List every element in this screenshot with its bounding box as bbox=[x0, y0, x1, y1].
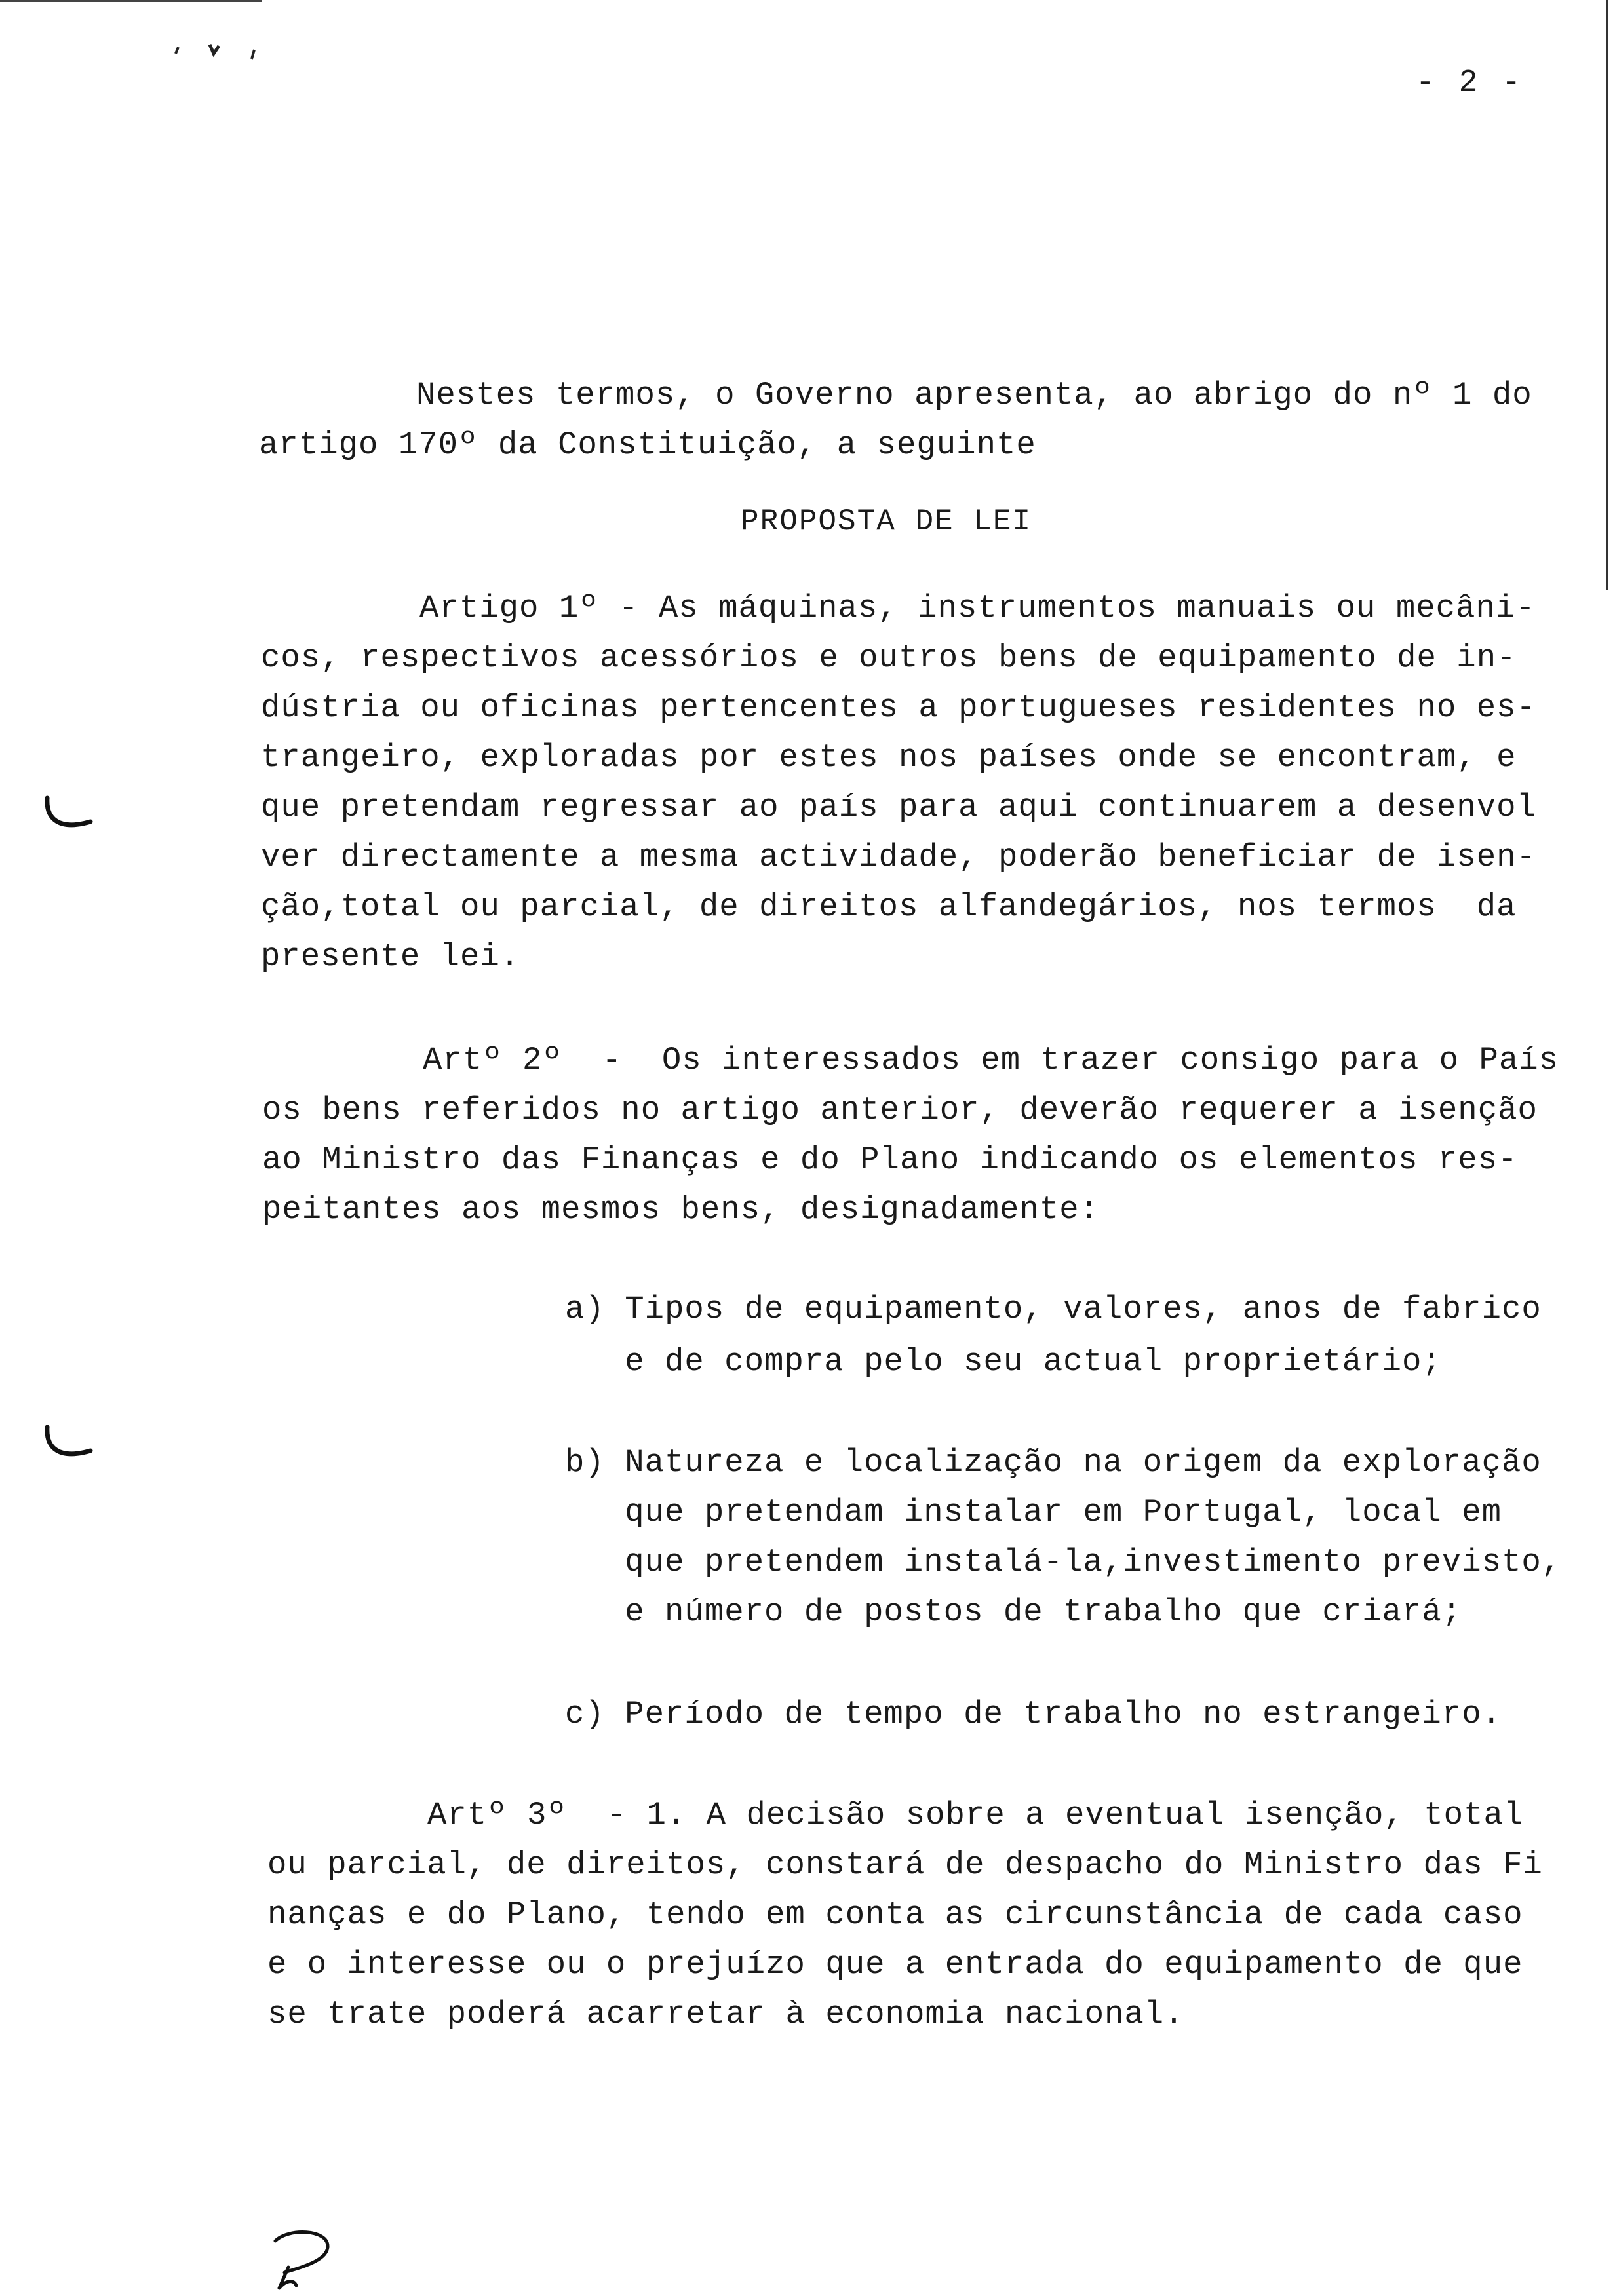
item-b-line: b) Natureza e localização na origem da exploração bbox=[565, 1444, 1542, 1481]
artigo1-line: trangeiro, exploradas por estes nos países onde se encontram, e bbox=[261, 739, 1517, 776]
artigo2-line: ao Ministro das Finanças e do Plano indicando os elementos res- bbox=[262, 1141, 1518, 1178]
artigo1-line: presente lei. bbox=[261, 938, 520, 975]
item-b-line: que pretendem instalá-la,investimento previsto, bbox=[565, 1544, 1562, 1580]
artigo3-line: ou parcial, de direitos, constará de despacho do Ministro das Fi bbox=[267, 1846, 1543, 1883]
artigo3-line: Artº 3º - 1. A decisão sobre a eventual isenção, total bbox=[427, 1797, 1524, 1833]
artigo1-line: ver directamente a mesma actividade, poderão beneficiar de isen- bbox=[261, 839, 1536, 875]
artigo1-line: cos, respectivos acessórios e outros bens de equipamento de in- bbox=[261, 640, 1517, 676]
artigo1-line: Artigo 1º - As máquinas, instrumentos manuais ou mecâni- bbox=[419, 590, 1536, 626]
artigo2-line: os bens referidos no artigo anterior, deverão requerer a isenção bbox=[262, 1092, 1538, 1128]
scan-edge-top bbox=[0, 0, 262, 2]
margin-hook-mark bbox=[39, 1422, 98, 1468]
artigo1-line: dústria ou oficinas pertencentes a portugueses residentes no es- bbox=[261, 689, 1536, 726]
page-number: - 2 - bbox=[1416, 66, 1524, 101]
margin-hook-mark bbox=[39, 793, 98, 839]
artigo3-line: nanças e do Plano, tendo em conta as circunstância de cada caso bbox=[267, 1896, 1523, 1933]
item-b-line: e número de postos de trabalho que criará; bbox=[565, 1594, 1462, 1630]
artigo3-line: se trate poderá acarretar à economia nacional. bbox=[267, 1996, 1184, 2033]
item-c-line: c) Período de tempo de trabalho no estrangeiro. bbox=[565, 1696, 1502, 1732]
artigo1-line: que pretendam regressar ao país para aqui continuarem a desenvol bbox=[261, 789, 1536, 826]
item-a-line: a) Tipos de equipamento, valores, anos de fabrico bbox=[565, 1291, 1542, 1328]
intro-line: Nestes termos, o Governo apresenta, ao abrigo do nº 1 do bbox=[416, 377, 1532, 413]
corner-marks bbox=[170, 33, 275, 72]
artigo2-line: peitantes aos mesmos bens, designadamente: bbox=[262, 1191, 1100, 1228]
artigo1-line: ção,total ou parcial, de direitos alfandegários, nos termos da bbox=[261, 889, 1517, 925]
item-b-line: que pretendam instalar em Portugal, local em bbox=[565, 1494, 1502, 1531]
intro-line: artigo 170º da Constituição, a seguinte bbox=[259, 427, 1036, 463]
scan-edge-right bbox=[1606, 0, 1608, 590]
handwritten-initial bbox=[262, 2221, 354, 2293]
item-a-line: e de compra pelo seu actual proprietário; bbox=[565, 1343, 1442, 1380]
artigo2-line: Artº 2º - Os interessados em trazer consigo para o País bbox=[423, 1042, 1559, 1079]
document-title: PROPOSTA DE LEI bbox=[741, 505, 1032, 539]
artigo3-line: e o interesse ou o prejuízo que a entrada do equipamento de que bbox=[267, 1946, 1523, 1983]
